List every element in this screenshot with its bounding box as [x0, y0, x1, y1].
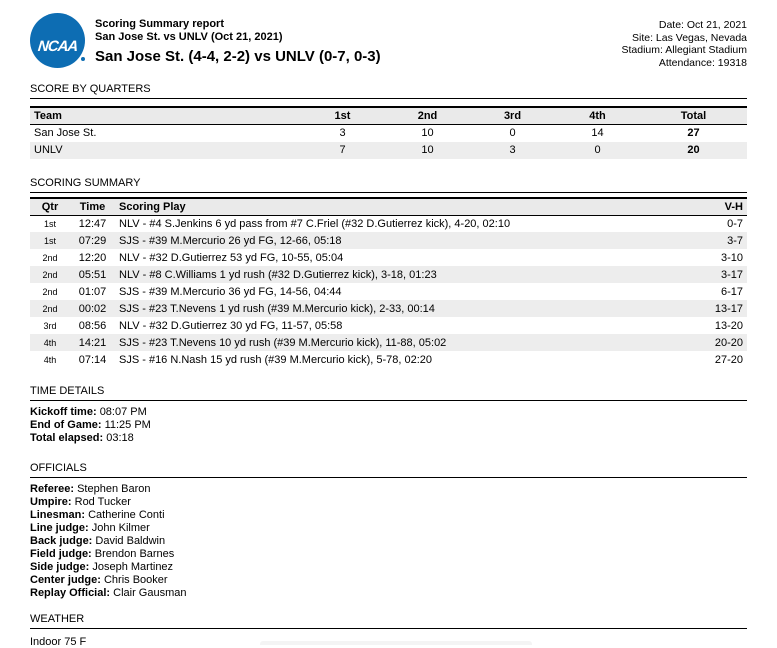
time-cell: 07:14 — [78, 353, 107, 366]
kv-value: Rod Tucker — [74, 496, 131, 508]
kv-label: Side judge: — [30, 561, 90, 573]
kv-label: Center judge: — [30, 574, 101, 586]
table-row — [30, 317, 747, 334]
qtr-cell: 1st — [43, 218, 56, 229]
report-title: Scoring Summary report — [95, 18, 224, 30]
kv-label: Kickoff time: — [30, 406, 97, 418]
list-item — [30, 587, 747, 600]
quarter-score-cell: 3 — [509, 144, 516, 156]
quarter-score-cell: 3 — [339, 127, 346, 140]
team-name-cell: UNLV — [34, 144, 63, 156]
quarters-header-row — [30, 107, 747, 125]
qtr-cell: 2nd — [42, 269, 58, 280]
table-row — [30, 249, 747, 266]
officials-list — [30, 483, 747, 600]
col-1st: 1st — [334, 110, 351, 122]
kv-value: Brendon Barnes — [94, 548, 175, 560]
play-cell: SJS - #16 N.Nash 15 yd rush (#39 M.Mercurio kick), 5-78, 02:20 — [119, 353, 433, 366]
kv-label: End of Game: — [30, 419, 102, 431]
vh-cell: 0-7 — [727, 217, 743, 230]
vh-cell: 20-20 — [714, 336, 743, 349]
vh-cell: 13-20 — [714, 319, 743, 332]
kv-value: 08:07 PM — [99, 406, 147, 418]
kv-value: Joseph Martinez — [92, 561, 174, 573]
time-cell: 14:21 — [78, 336, 107, 349]
matchup-line: San Jose St. vs UNLV (Oct 21, 2021) — [95, 31, 283, 43]
quarter-score-cell: 10 — [421, 144, 434, 156]
vh-cell: 13-17 — [714, 302, 743, 315]
meta-attendance: Attendance: 19318 — [658, 56, 747, 69]
list-item — [30, 561, 747, 574]
section-title-weather: WEATHER — [30, 613, 747, 629]
col-vh: V-H — [724, 200, 743, 213]
table-row — [30, 266, 747, 283]
time-cell: 12:20 — [78, 251, 107, 264]
section-officials — [30, 462, 747, 600]
table-row — [30, 351, 747, 368]
list-item — [30, 535, 747, 548]
summary-header-row — [30, 198, 747, 216]
qtr-cell: 1st — [43, 235, 56, 246]
table-row — [30, 142, 747, 159]
list-item — [30, 483, 747, 496]
section-title-scoring-summary: SCORING SUMMARY — [30, 177, 747, 193]
table-row — [30, 300, 747, 317]
col-total: Total — [680, 110, 707, 122]
vh-cell: 3-17 — [720, 268, 743, 281]
game-meta — [622, 13, 748, 69]
time-details-list — [30, 406, 747, 445]
table-row — [30, 215, 747, 232]
section-score-by-quarters — [30, 83, 747, 159]
kv-value: 11:25 PM — [104, 419, 151, 431]
section-title-time-details: TIME DETAILS — [30, 385, 747, 401]
weather-value: Indoor 75 F — [30, 636, 87, 648]
kv-label: Referee: — [30, 483, 75, 495]
col-team: Team — [34, 110, 62, 122]
report-header — [30, 13, 747, 69]
kv-value: John Kilmer — [91, 522, 150, 534]
registered-mark-dot — [81, 57, 85, 61]
vh-cell: 3-10 — [720, 251, 743, 264]
kv-value: Stephen Baron — [77, 483, 151, 495]
list-item — [30, 432, 747, 445]
time-cell: 01:07 — [78, 285, 107, 298]
time-cell: 05:51 — [78, 268, 107, 281]
col-4th: 4th — [589, 110, 606, 122]
qtr-cell: 2nd — [42, 303, 58, 314]
team-name-cell: San Jose St. — [34, 127, 97, 140]
list-item — [30, 548, 747, 561]
col-scoring-play: Scoring Play — [119, 200, 186, 213]
time-cell: 08:56 — [78, 319, 107, 332]
vh-cell: 6-17 — [720, 285, 743, 298]
list-item — [30, 496, 747, 509]
qtr-cell: 2nd — [42, 252, 58, 263]
play-cell: NLV - #4 S.Jenkins 6 yd pass from #7 C.Friel (#32 D.Gutierrez kick), 4-20, 02:10 — [119, 217, 511, 230]
total-score-cell: 27 — [687, 127, 700, 140]
list-item — [30, 522, 747, 535]
kv-label: Total elapsed: — [30, 432, 104, 444]
play-cell: SJS - #23 T.Nevens 1 yd rush (#39 M.Mercurio kick), 2-33, 00:14 — [119, 302, 435, 315]
kv-value: Catherine Conti — [88, 509, 165, 521]
play-cell: SJS - #39 M.Mercurio 26 yd FG, 12-66, 05:18 — [119, 234, 342, 247]
bottom-cutoff-bar — [260, 641, 532, 645]
section-title-score-by-quarters: SCORE BY QUARTERS — [30, 83, 747, 99]
total-score-cell: 20 — [687, 144, 700, 156]
vh-cell: 27-20 — [714, 353, 743, 366]
time-cell: 00:02 — [78, 302, 107, 315]
qtr-cell: 4th — [43, 354, 57, 365]
table-row — [30, 283, 747, 300]
quarter-score-cell: 0 — [509, 127, 516, 140]
col-time: Time — [79, 200, 106, 213]
vh-cell: 3-7 — [727, 234, 743, 247]
score-by-quarters-table — [30, 106, 747, 159]
table-row — [30, 232, 747, 249]
quarter-score-cell: 10 — [421, 127, 434, 140]
time-cell: 07:29 — [78, 234, 107, 247]
kv-value: Chris Booker — [103, 574, 168, 586]
meta-stadium: Stadium: Allegiant Stadium — [621, 44, 747, 56]
play-cell: NLV - #32 D.Gutierrez 53 yd FG, 10-55, 05:04 — [119, 251, 344, 264]
qtr-cell: 4th — [43, 337, 57, 348]
meta-date: Date: Oct 21, 2021 — [658, 19, 747, 31]
kv-label: Line judge: — [30, 522, 89, 534]
quarter-score-cell: 14 — [591, 127, 604, 140]
kv-label: Umpire: — [30, 496, 72, 508]
col-3rd: 3rd — [503, 110, 522, 122]
quarter-score-cell: 0 — [594, 144, 601, 156]
kv-value: David Baldwin — [95, 535, 166, 547]
table-row — [30, 125, 747, 142]
header-titles — [95, 13, 381, 65]
kv-label: Field judge: — [30, 548, 92, 560]
section-time-details — [30, 385, 747, 445]
qtr-cell: 2nd — [42, 286, 58, 297]
kv-label: Linesman: — [30, 509, 86, 521]
play-cell: SJS - #23 T.Nevens 10 yd rush (#39 M.Mercurio kick), 11-88, 05:02 — [119, 336, 447, 349]
time-cell: 12:47 — [78, 217, 107, 230]
ncaa-logo — [30, 13, 85, 68]
scoring-summary-table — [30, 197, 747, 369]
kv-value: 03:18 — [106, 432, 134, 444]
list-item — [30, 406, 747, 419]
game-title: San Jose St. (4-4, 2-2) vs UNLV (0-7, 0-3) — [95, 48, 381, 65]
kv-value: Clair Gausman — [113, 587, 187, 599]
play-cell: SJS - #39 M.Mercurio 36 yd FG, 14-56, 04:44 — [119, 285, 342, 298]
section-scoring-summary — [30, 177, 747, 369]
kv-label: Replay Official: — [30, 587, 111, 599]
section-title-officials: OFFICIALS — [30, 462, 747, 478]
ncaa-logo-text: NCAA — [36, 37, 79, 55]
table-row — [30, 334, 747, 351]
list-item — [30, 509, 747, 522]
qtr-cell: 3rd — [43, 320, 57, 331]
kv-label: Back judge: — [30, 535, 93, 547]
list-item — [30, 574, 747, 587]
play-cell: NLV - #8 C.Williams 1 yd rush (#32 D.Gutierrez kick), 3-18, 01:23 — [119, 268, 437, 281]
list-item — [30, 419, 747, 432]
play-cell: NLV - #32 D.Gutierrez 30 yd FG, 11-57, 05:58 — [119, 319, 343, 332]
col-qtr: Qtr — [41, 200, 59, 213]
col-2nd: 2nd — [417, 110, 438, 122]
quarter-score-cell: 7 — [339, 144, 346, 156]
meta-site: Site: Las Vegas, Nevada — [632, 31, 747, 44]
